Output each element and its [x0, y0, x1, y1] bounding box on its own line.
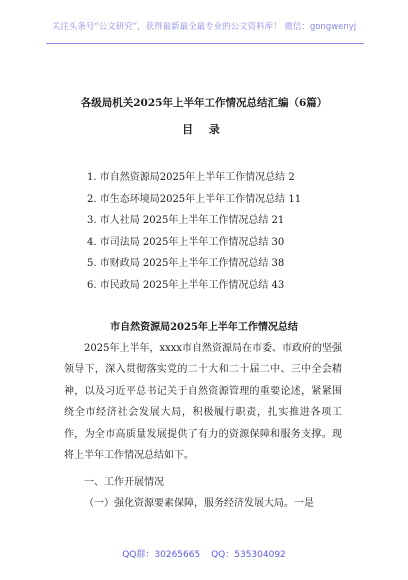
- header-banner: 关注头条号“公文研究”，获得最新最全最专业的公文资料库！ 微信：gongwenyj: [51, 22, 357, 32]
- footer-qq: QQ：535304092: [211, 550, 286, 560]
- toc-item[interactable]: 2. 市生态环境局2025年上半年工作情况总结 11: [87, 193, 302, 205]
- toc-item[interactable]: 4. 市司法局 2025年上半年工作情况总结 30: [87, 236, 285, 248]
- toc-heading: 目 录: [182, 123, 226, 136]
- subheading: 一、工作开展情况: [84, 477, 164, 488]
- body-paragraph: （一）强化资源要素保障，服务经济发展大局。一是: [84, 498, 314, 509]
- toc-item[interactable]: 6. 市民政局 2025年上半年工作情况总结 43: [87, 279, 285, 291]
- toc-item[interactable]: 5. 市财政局 2025年上半年工作情况总结 38: [87, 258, 285, 270]
- footer-contact: [0, 547, 408, 560]
- toc-item[interactable]: 3. 市人社局 2025年上半年工作情况总结 21: [87, 215, 285, 227]
- toc-item[interactable]: 1. 市自然资源局2025年上半年工作情况总结 2: [87, 172, 295, 183]
- document-title: 各级局机关2025年上半年工作情况总结汇编（6篇）: [80, 97, 328, 109]
- body-paragraph: 2025年上半年，xxxx市自然资源局在市委、市政府的坚强领导下，深入贯彻落实党的二十大和二十届二中、三中全会精神，以及习近平总书记关于自然资源管理的重要论述，紧紧围绕全市经济社会发展大局，积极履行职责，扎实推进各项工作，为全市高质量发展提供了有力的资源保障和服务支撑。现将上半年工作情况总结如下。: [64, 343, 342, 462]
- header-divider: [46, 43, 364, 44]
- section-title: 市自然资源局2025年上半年工作情况总结: [110, 322, 298, 333]
- table-of-contents: [87, 167, 301, 297]
- footer-qq-group: QQ群：30265665: [122, 550, 201, 560]
